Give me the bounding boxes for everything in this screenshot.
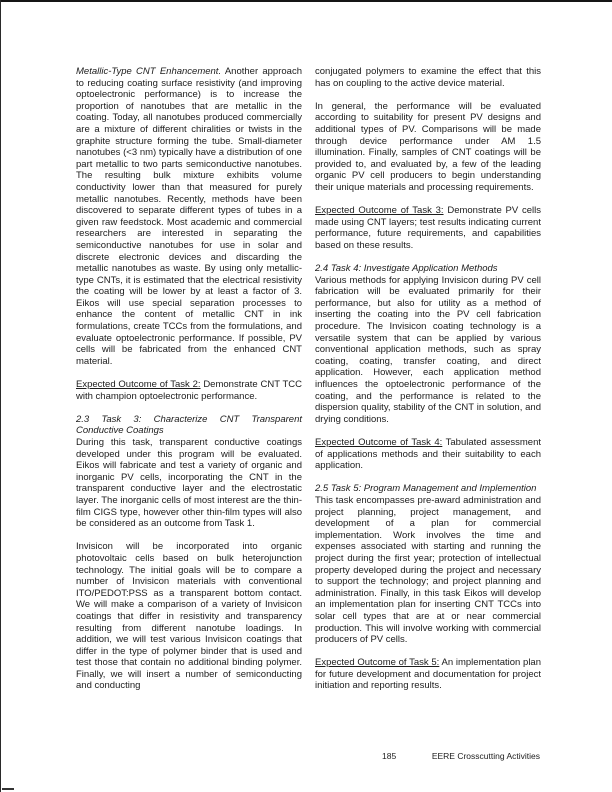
scan-artifact-top-line <box>0 0 612 2</box>
paragraph-text: Demonstrate PV cells made using CNT layers; test results indicating current performance, future requirements, and capabilities based on these results. <box>315 205 541 251</box>
underlined-lead: Expected Outcome of Task 4: <box>315 437 443 448</box>
para-performance-evaluation: In general, the performance will be evaluated according to suitability for present PV designs and additional types of PV. Comparisons will be made through device performance under AM 1.5 illumination. Finally, samples of CNT coatings will be provided to, and evaluated by, a few of the leading organic PV cell producers to begin understanding their unique materials and processing requirements. <box>315 100 541 193</box>
expected-outcome-task4 <box>315 437 541 472</box>
para-metallic-enhancement <box>76 66 302 367</box>
expected-outcome-task2 <box>76 379 302 402</box>
para-task4-methods: Various methods for applying Invisicon during PV cell fabrication will be evaluated primarily for their performance, but also for utility as a method of inserting the coating into the PV cell fabrication procedure. The Invisicon coating technology is a versatile system that can be applied by various conventional application methods, such as spray coating, coating, transfer coating, and direct application. However, each application method influences the optoelectronic performance of the coating, and the performance is related to the dispersion quality, stability of the CNT in solution, and drying conditions. <box>315 274 541 425</box>
underlined-lead: Expected Outcome of Task 3: <box>315 205 444 217</box>
expected-outcome-task5 <box>315 657 541 692</box>
paragraph-text: An implementation plan for future development and documentation for project initiation and reporting results. <box>315 657 541 692</box>
heading-task5: 2.5 Task 5: Program Management and Implemention <box>315 483 537 495</box>
paragraph-text: Tabulated assessment of applications methods and their suitability to each application. <box>315 437 541 472</box>
para-conjugated-continuation: conjugated polymers to examine the effect that this has on coupling to the active device material. <box>315 66 541 89</box>
paragraph-text: Another approach to reducing coating surface resistivity (and improving optoelectronic performance) is to increase the proportion of nanotubes that are metallic in the coating. Today, all nanotubes produced commercially are a mixture of different chiralities or twists in the graphite structure forming the tube. Small-diameter nanotubes (<3 nm) typically have a distribution of one part metallic to two parts semiconductive nanotubes. The resulting bulk mixture exhibits volume conductivity lower than that measured for purely metallic nanotubes. Recently, methods have been discovered to separate different types of tubes in a given raw feedstock. Most academic and commercial researchers are interested in separating the semiconductive nanotubes for use in solar and discrete electronic devices and discarding the metallic nanotubes as waste. By using only metallic-type CNTs, it is estimated that the electrical resistivity the coating will be lower by at least a factor of 3. Eikos will use special separation processes to enhance the content of metallic CNT in ink formulations, create TCCs from the formulations, and evaluate optoelectronic performance. If possible, PV cells will be fabricated from the enhanced CNT material. <box>76 66 302 367</box>
footer-title: EERE Crosscutting Activities <box>431 751 540 761</box>
expected-outcome-task3 <box>315 205 541 251</box>
paragraph-text: Demonstrate CNT TCC with champion optoelectronic performance. <box>76 379 302 402</box>
left-column <box>76 66 302 704</box>
para-task3-overview: During this task, transparent conductive coatings developed under this program will be evaluated. Eikos will fabricate and test a variety of organic and inorganic PV cells, incorporating the CNT in the transparent conductive layer and the electrostatic layer. The inorganic cells of most interest are the thin-film CIGS type, however other thin-film types will also be considered as an outcome from Task 1. <box>76 437 302 530</box>
italic-lead: Metallic-Type CNT Enhancement. <box>76 66 222 77</box>
scan-artifact-left-line <box>0 0 1 792</box>
para-task3-invisicon: Invisicon will be incorporated into organic photovoltaic cells based on bulk heterojunction technology. The initial goals will be to compare a number of Invisicon materials with conventional ITO/PEDOT:PSS as a transparent bottom contact. We will make a comparison of a variety of Invisicon coatings that differ in resistivity and transparency resulting from different nanotube loadings. In addition, we will test various Invisicon coatings that differ in the type of polymer binder that is used and test those that contain no additional binding polymer. Finally, we will insert a number of semiconducting and conducting <box>76 541 302 692</box>
underlined-lead: Expected Outcome of Task 2: <box>76 379 201 391</box>
right-column <box>315 66 541 704</box>
page-number: 185 <box>382 751 397 761</box>
underlined-lead: Expected Outcome of Task 5: <box>315 657 440 669</box>
heading-task3: 2.3 Task 3: Characterize CNT Transparent Conductive Coatings <box>76 413 302 437</box>
heading-task4: 2.4 Task 4: Investigate Application Methods <box>315 263 498 275</box>
para-task5-management: This task encompasses pre-award administration and project planning, project management, and development of a plan for commercial implementation. Work involves the time and expenses associated with starting and running the project during the first year; protection of intellectual property developed during the project and necessary to support the technology; and project planning and administration. Finally, in this task Eikos will develop an implementation plan for inserting CNT TCCs into solar cell types that are at or near commercial production. This will involve working with commercial producers of PV cells. <box>315 494 541 646</box>
page-footer <box>76 751 540 763</box>
page-content <box>76 66 541 704</box>
scan-artifact-corner-mark <box>2 788 14 790</box>
